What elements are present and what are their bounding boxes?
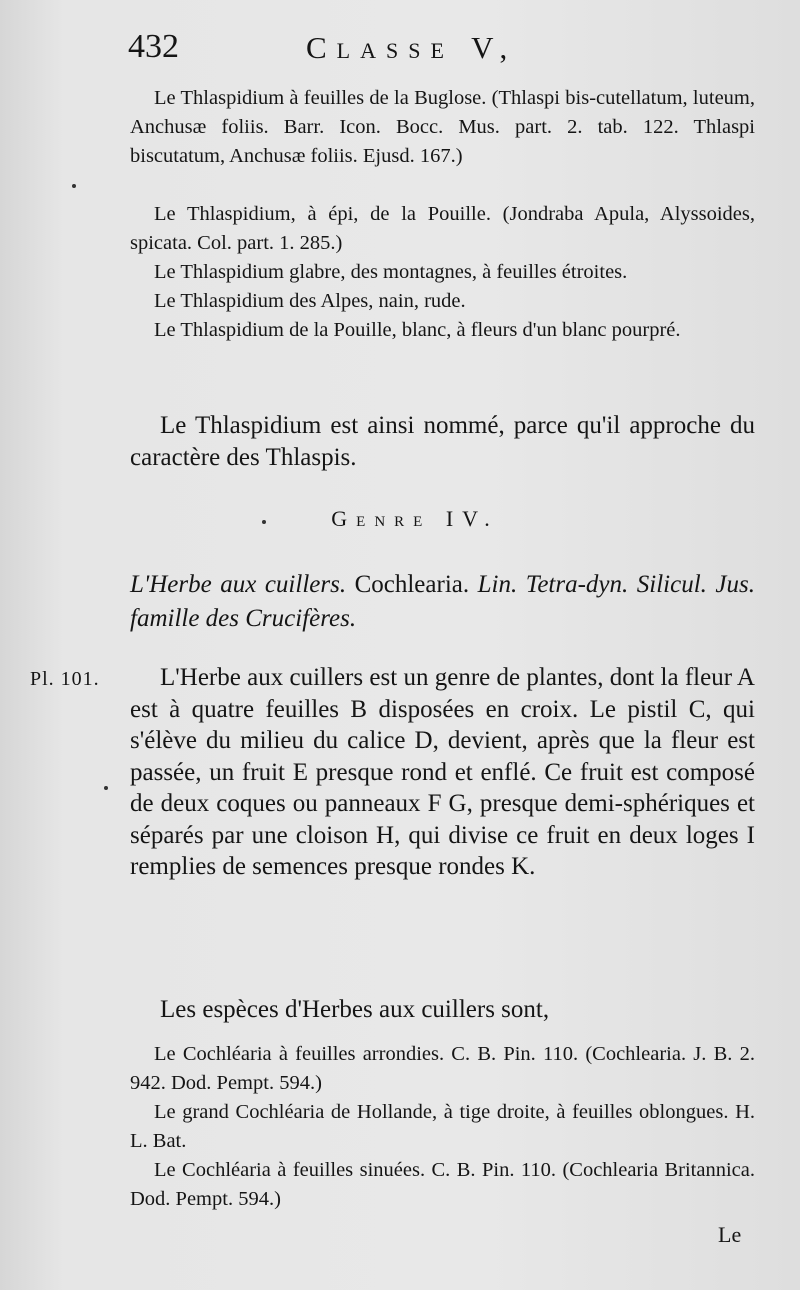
species-entry: Le Thlaspidium à feuilles de la Buglose. (Thlaspi bis-cutellatum, luteum, Anchusæ foliis. Barr. Icon. Bocc. Mus. part. 2. tab. 122. Thlaspi biscutatum, Anchusæ foliis. Ejusd. 167.)	[130, 87, 755, 167]
species-list-bottom	[130, 1040, 755, 1214]
description-text: L'Herbe aux cuillers est un genre de plantes, dont la fleur A est à quatre feuilles B disposées en croix. Le pistil C, qui s'élève du milieu du calice D, devient, après que la fleur est passée, un fruit E presque rond et enflé. Ce fruit est composé de deux coques ou panneaux F G, presque demi-sphériques et séparés par une cloison H, qui divise ce fruit en deux loges I remplies de semences presque rondes K.	[130, 664, 755, 880]
genre-name	[130, 568, 755, 636]
species-entry: Le Thlaspidium, à épi, de la Pouille. (Jondraba Apula, Alyssoides, spicata. Col. part. 1. 285.)	[130, 203, 755, 254]
naming-text: Le Thlaspidium est ainsi nommé, parce qu'il approche du caractère des Thlaspis.	[130, 412, 755, 471]
ink-speck	[262, 520, 266, 524]
ink-speck	[72, 184, 76, 188]
genre-classification: Lin. Tetra-dyn. Silicul. Jus. famille des Crucifères.	[130, 571, 756, 632]
species-entry: Le grand Cochléaria de Hollande, à tige droite, à feuilles oblongues. H. L. Bat.	[130, 1101, 755, 1152]
species-entry: Le Thlaspidium des Alpes, nain, rude.	[154, 290, 466, 312]
species-list-top	[130, 84, 755, 374]
naming-paragraph	[130, 410, 755, 474]
catchword: Le	[718, 1222, 742, 1247]
ink-speck	[104, 786, 108, 790]
species-heading: Les espèces d'Herbes aux cuillers sont,	[160, 996, 550, 1023]
species-entry: Le Thlaspidium de la Pouille, blanc, à fleurs d'un blanc pourpré.	[154, 319, 681, 341]
species-heading-block	[130, 994, 755, 1026]
genre-latin-name: Cochlearia.	[346, 571, 478, 598]
species-entry: Le Cochléaria à feuilles sinuées. C. B. Pin. 110. (Cochlearia Britannica. Dod. Pempt. 594.)	[130, 1159, 755, 1210]
genus-description	[130, 662, 755, 883]
species-entry: Le Cochléaria à feuilles arrondies. C. B. Pin. 110. (Cochlearia. J. B. 2. 942. Dod. Pempt. 594.)	[130, 1043, 755, 1094]
plate-reference: Pl. 101.	[30, 668, 100, 690]
running-head: Classe V,	[306, 30, 518, 65]
page-number: 432	[128, 28, 179, 65]
genre-common-name: L'Herbe aux cuillers.	[130, 571, 347, 598]
species-entry: Le Thlaspidium glabre, des montagnes, à feuilles étroites.	[154, 261, 628, 283]
genre-title: Genre IV.	[331, 506, 499, 531]
page-header	[128, 28, 598, 78]
